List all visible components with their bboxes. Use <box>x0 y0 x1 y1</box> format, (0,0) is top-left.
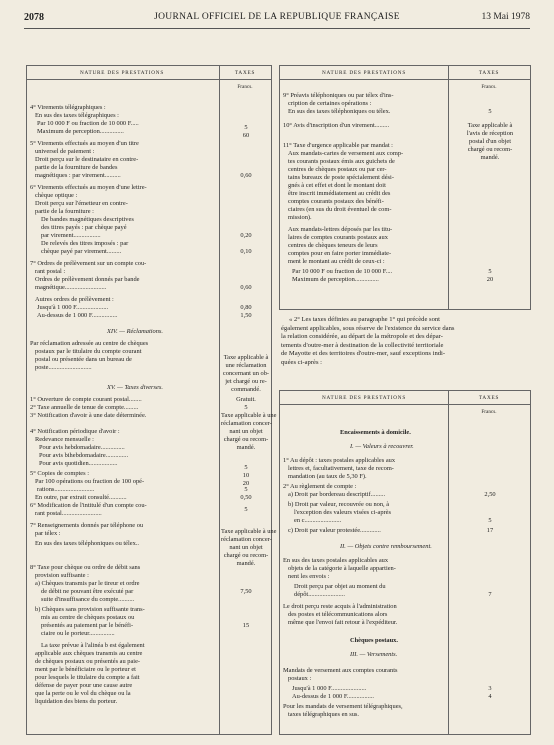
text-line: Droit perçu sur l'émetteur en contre- <box>35 200 128 207</box>
tax-value: 7,50 <box>240 588 252 595</box>
text-line: Jusqu'à 1 000 F.................... <box>37 304 109 311</box>
amendment-paragraph <box>281 316 527 368</box>
tax-value: Taxe applicable à <box>467 122 513 129</box>
left-table-header <box>27 66 271 80</box>
tax-value: 5 <box>488 517 492 524</box>
paragraph-line: quées ci-après : <box>281 358 323 366</box>
tax-value: mandé. <box>236 444 256 451</box>
text-line: Droit perçu sur le destinataire en contre- <box>35 156 139 163</box>
col-taxes-right2: TAXES <box>478 395 500 401</box>
tax-value: commandé. <box>231 386 261 393</box>
text-line: tains bureaux de poste spécialement dési- <box>288 174 394 181</box>
text-line: En sus des taxes téléphoniques ou télex. <box>288 108 391 115</box>
text-line: en c....................... <box>294 517 342 524</box>
text-line: mission). <box>288 214 312 221</box>
text-line: applicable aux chèques transmis au centre <box>35 650 143 657</box>
text-line: Au-dessus de 1 000 F................. <box>292 693 375 700</box>
tax-value: 0,20 <box>240 232 252 239</box>
tax-value: Taxe applicable à <box>223 354 269 361</box>
text-line: Pour avis bihebdomadaire.............. <box>39 452 129 459</box>
text-line: suite d'insuffisance du compte.......... <box>41 596 135 603</box>
text-line: XIV. — Réclamations. <box>107 328 163 335</box>
tax-value: 5 <box>244 486 248 493</box>
tax-value: réclamation concer- <box>221 536 272 543</box>
tax-value: postal d'un objet <box>469 138 511 145</box>
col-taxes: TAXES <box>234 70 256 76</box>
text-line: Pour les mandats de versement télégraphiques, <box>283 703 403 710</box>
text-line: objets de la catégorie à laquelle appartien- <box>288 565 396 572</box>
tax-value: jet chargé ou re- <box>225 378 267 385</box>
text-line: provision suffisante : <box>35 572 89 579</box>
tax-value: Taxe applicable à une <box>221 412 277 419</box>
tax-value: 0,10 <box>240 248 252 255</box>
col-nature: NATURE DES PRESTATIONS <box>79 70 165 76</box>
text-line: Autres ordres de prélèvement : <box>35 296 114 303</box>
text-line: Jusqu'à 1 000 F...................... <box>292 685 367 692</box>
tax-value: concernant un ob- <box>222 370 270 377</box>
text-line: même que l'envoi fait retour à l'expéditeur. <box>288 619 398 626</box>
col-nature-right2: NATURE DES PRESTATIONS <box>321 395 407 401</box>
tax-value: chargé ou recom- <box>467 146 513 153</box>
text-line: lettres et, facultativement, taxe de recom- <box>288 465 394 472</box>
text-line: b) Chèques sans provision suffisante trans- <box>35 606 145 613</box>
text-line: l'exception des valeurs visées ci-après <box>294 509 391 516</box>
text-line: partie de la fourniture de bandes <box>35 164 118 171</box>
tax-value: 0,50 <box>240 494 252 501</box>
right-bottom-divider <box>448 391 449 734</box>
paragraph-line: de Mayotte et des territoires d'outre-mer, sauf exceptions indi- <box>281 350 446 358</box>
paragraph-line: tements d'outre-mer à destination de la collectivité territoriale <box>281 341 444 349</box>
tax-value: 3 <box>488 685 492 692</box>
tax-value: Taxe applicable à une <box>221 528 277 535</box>
right-bottom-francs: Francs. <box>481 409 497 415</box>
col-taxes-right: TAXES <box>478 70 500 76</box>
text-line: 10° Avis d'inscription d'un virement......... <box>283 122 390 129</box>
header-rule <box>24 28 530 29</box>
text-line: Mandats de versement aux comptes courants <box>283 667 398 674</box>
text-line: En sus des taxes téléphoniques ou télex.. <box>35 540 140 547</box>
text-line: Pour avis quotidien.................. <box>39 460 118 467</box>
text-line: 3° Notification d'avoir à une date déterminée. <box>30 412 147 419</box>
text-line: des titres payés : par chèque payé <box>41 224 127 231</box>
tax-value: 0,60 <box>240 284 252 291</box>
text-line: Par 10 000 F ou fraction de 10 000 F.... <box>292 268 393 275</box>
text-line: comptes pour en faire porter immédiate- <box>288 250 392 257</box>
text-line: 7° Ordres de prélèvement sur un compte cou- <box>30 260 147 267</box>
text-line: cription de certaines opérations : <box>288 100 372 107</box>
tax-value: 5 <box>488 108 492 115</box>
tax-value: 2,50 <box>484 491 496 498</box>
text-line: centres de chèques teneurs de leurs <box>288 242 378 249</box>
text-line: postaux : <box>288 675 312 682</box>
text-line: chèque payé par virement......... <box>41 248 122 255</box>
text-line: Pour avis hebdomadaire............... <box>39 444 125 451</box>
text-line: mis au centre de chèques postaux ou <box>41 614 135 621</box>
tax-value: l'avis de réception <box>466 130 514 137</box>
text-line: rant postal : <box>35 268 66 275</box>
text-line: I. — Valeurs à recouvrer. <box>350 443 414 450</box>
text-line: laires de comptes courants postaux aux <box>288 234 388 241</box>
text-line: XV. — Taxes diverses. <box>107 384 163 391</box>
text-line: Chèques postaux. <box>350 637 398 644</box>
text-line: défense de payer pour une cause autre <box>35 682 133 689</box>
tax-value: 15 <box>242 622 250 629</box>
text-line: Le droit perçu reste acquis à l'administration <box>283 603 397 610</box>
tax-value: 5 <box>244 124 248 131</box>
left-francs: Francs. <box>237 84 253 90</box>
tax-value: nant un objet <box>229 544 263 551</box>
paragraph-line: la relation considérée, au départ de la métropole et des dépar- <box>281 333 443 341</box>
tax-value: une réclamation <box>225 362 267 369</box>
right-bottom-header <box>280 391 530 405</box>
text-line: 5° Copies de comptes : <box>30 470 89 477</box>
tax-value: 10 <box>242 472 250 479</box>
text-line: poste........................... <box>35 364 92 371</box>
text-line: 1° Ouverture de compte courant postal........ <box>30 396 142 403</box>
text-line: Droit perçu par objet au moment du <box>294 583 386 590</box>
text-line: de débit ne pouvant être exécuté par <box>41 588 134 595</box>
right-top-header <box>280 66 530 80</box>
text-line: En sus des taxes télégraphiques : <box>35 112 119 119</box>
text-line: Maximum de perception............... <box>292 276 379 283</box>
text-line: a) Chèques transmis par le tireur et ordre <box>35 580 140 587</box>
issue-date: 13 Mai 1978 <box>481 12 530 22</box>
tax-value: Gratuit. <box>236 396 256 403</box>
text-line: partie de la fourniture : <box>35 208 94 215</box>
right-top-francs: Francs. <box>481 84 497 90</box>
text-line: La taxe prévue à l'alinéa b est également <box>41 642 145 649</box>
left-table <box>26 65 277 735</box>
text-line: rant postal......................... <box>35 510 102 517</box>
text-line: postal ou présentée dans un bureau de <box>35 356 132 363</box>
tax-value: 5 <box>488 268 492 275</box>
text-line: En sus des taxes postales applicables aux <box>283 557 389 564</box>
tax-value: 5 <box>244 404 248 411</box>
tax-value: 0,80 <box>240 304 252 311</box>
text-line: pour lesquels le titulaire du compte a fait <box>35 674 140 681</box>
text-line: b) Droit par valeur, recouvrée ou non, à <box>288 501 390 508</box>
tax-value: réclamation concer- <box>221 420 272 427</box>
text-line: 1° Au dépôt : taxes postales applicables aux <box>283 457 396 464</box>
tax-value: chargé ou recom- <box>223 552 269 559</box>
text-line: magnétique.......................... <box>35 284 107 291</box>
text-line: 2° Au règlement de compte : <box>283 483 357 490</box>
text-line: par télex : <box>35 530 61 537</box>
text-line: Aux mandats-cartes de versement aux comp- <box>288 150 404 157</box>
text-line: 4° Notification périodique d'avoir : <box>30 428 120 435</box>
text-line: Par réclamation adressée au centre de chèques <box>30 340 149 347</box>
tax-value: 0,60 <box>240 172 252 179</box>
text-line: Ordres de prélèvement donnés par bande <box>35 276 140 283</box>
text-line: a) Droit par bordereau descriptif......... <box>288 491 386 498</box>
page-number: 2078 <box>24 12 44 23</box>
text-line: postaux par le titulaire du compte courant <box>35 348 142 355</box>
tax-value: nant un objet <box>229 428 263 435</box>
text-line: Au-dessus de 1 000 F................ <box>37 312 118 319</box>
tax-value: 4 <box>488 693 492 700</box>
text-line: universel de paiement : <box>35 148 95 155</box>
text-line: tes courants postaux émis aux guichets de <box>288 158 395 165</box>
text-line: En outre, par extrait consulté........... <box>35 494 127 501</box>
text-line: de chèques postaux ou présentés au paie- <box>35 658 141 665</box>
text-line: II. — Objets contre remboursement. <box>340 543 432 550</box>
text-line: chèque optique : <box>35 192 78 199</box>
left-col-divider <box>219 66 220 734</box>
text-line: Redevance mensuelle : <box>35 436 94 443</box>
text-line: 6° Modification de l'intitulé d'un compte cou- <box>30 502 147 509</box>
right-top-divider <box>448 66 449 309</box>
right-top-table <box>279 65 531 310</box>
text-line: 8° Taxe pour chèque ou ordre de débit sans <box>30 564 141 571</box>
text-line: 11° Taxe d'urgence applicable par mandat : <box>283 142 393 149</box>
text-line: que la perte ou le vol du chèque ou la <box>35 690 131 697</box>
text-line: 6° Virements effectués au moyen d'une lettre- <box>30 184 147 191</box>
tax-value: 5 <box>244 464 248 471</box>
text-line: taxes télégraphiques en sus. <box>288 711 359 718</box>
text-line: des postes et télécommunications alors <box>288 611 388 618</box>
text-line: De relevés des titres imposés : par <box>41 240 129 247</box>
text-line: ment le montant au crédit de ceux-ci : <box>288 258 385 265</box>
text-line: gnés à cet effet et dont le montant doit <box>288 182 386 189</box>
tax-value: 5 <box>244 506 248 513</box>
tax-value: mandé. <box>236 560 256 567</box>
text-line: ciaire ou le porteur................ <box>41 630 115 637</box>
text-line: ciaires (en sus du droit éventuel de com- <box>288 206 392 213</box>
text-line: comptes courants postaux des bénéfi- <box>288 198 384 205</box>
paragraph-line: « 2° Les taxes définies au paragraphe 1° qui précède sont <box>289 316 441 323</box>
tax-value: mandé. <box>480 154 500 161</box>
text-line: dépôt....................... <box>294 591 345 598</box>
journal-title: JOURNAL OFFICIEL DE LA REPUBLIQUE FRANÇAISE <box>154 12 400 22</box>
text-line: 5° Virements effectués au moyen d'un titre <box>30 140 139 147</box>
col-nature-right: NATURE DES PRESTATIONS <box>321 70 407 76</box>
text-line: Encaissements à domicile. <box>340 429 411 436</box>
page-header <box>24 12 530 26</box>
text-line: rations......................... <box>37 486 95 493</box>
text-line: Par 100 opérations ou fraction de 100 opé- <box>35 478 145 485</box>
text-line: centres de chèques postaux ou par cer- <box>288 166 387 173</box>
text-line: Aux mandats-lettres déposés par les titu- <box>288 226 393 233</box>
text-line: Maximum de perception............... <box>37 128 124 135</box>
tax-value: 20 <box>242 480 250 487</box>
text-line: être inscrit immédiatement au crédit des <box>288 190 391 197</box>
text-line: nent les envois : <box>288 573 330 580</box>
tax-value: 60 <box>242 132 250 139</box>
tax-value: chargé ou recom- <box>223 436 269 443</box>
text-line: par virement................. <box>41 232 101 239</box>
text-line: mandation (au taux de 5,30 F). <box>288 473 367 480</box>
text-line: 9° Préavis téléphoniques ou par télex d'ins- <box>283 92 394 99</box>
tax-value: 17 <box>486 527 494 534</box>
text-line: c) Droit par valeur protestée............. <box>288 527 381 534</box>
text-line: III. — Versements. <box>350 651 398 658</box>
text-line: 2° Taxe annuelle de tenue de compte......... <box>30 404 139 411</box>
text-line: De bandes magnétiques descriptives <box>41 216 134 223</box>
text-line: présentés au paiement par le bénéfi- <box>41 622 134 629</box>
text-line: ment par le bénéficiaire ou le porteur et <box>35 666 136 673</box>
text-line: 4° Virements télégraphiques : <box>30 104 106 111</box>
text-line: magnétiques : par virement.......... <box>35 172 121 179</box>
text-line: liquidation des biens du porteur. <box>35 698 118 705</box>
text-line: Par 10 000 F ou fraction de 10 000 F..... <box>37 120 139 127</box>
tax-value: 1,50 <box>240 312 252 319</box>
paragraph-line: également applicables, sous réserve de l'existence du service dans <box>281 324 455 332</box>
tax-value: 7 <box>488 591 492 598</box>
right-bottom-table <box>279 390 531 735</box>
tax-value: 20 <box>486 276 494 283</box>
text-line: 7° Renseignements donnés par téléphone ou <box>30 522 144 529</box>
